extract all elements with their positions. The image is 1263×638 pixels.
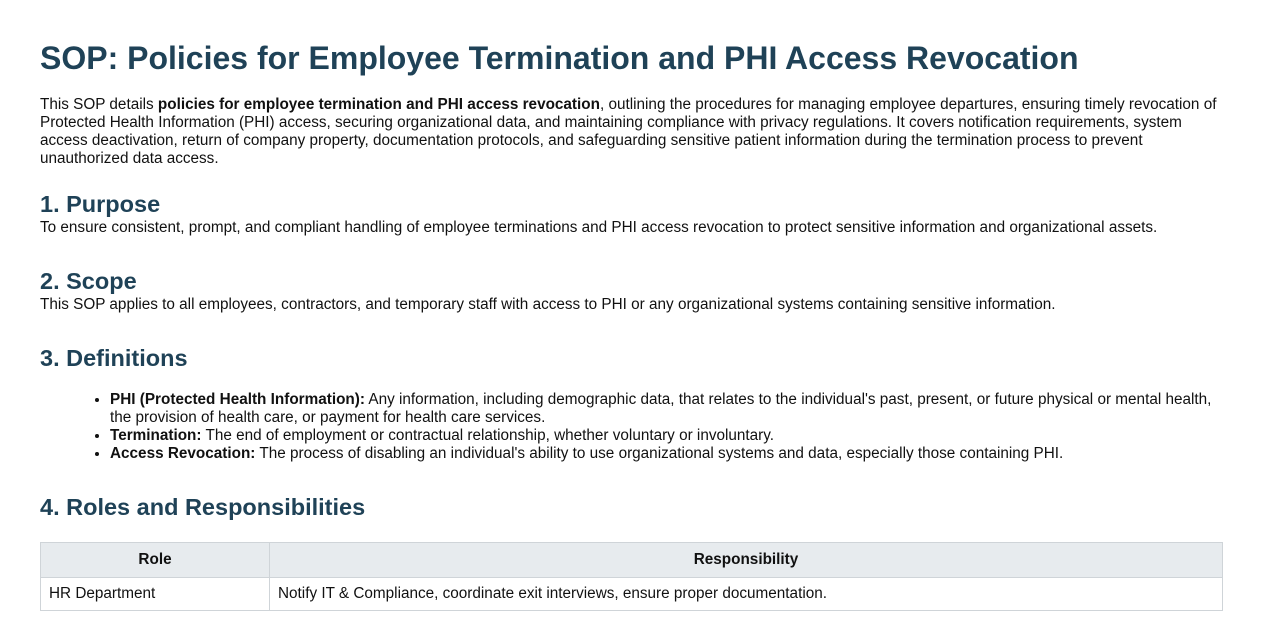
section-heading-purpose: 1. Purpose [40, 191, 161, 217]
definition-text: Any information, including demographic data, that relates to the individual's past, present, or future physical or mental health, the provision of health care, or payment for health care services. [110, 391, 1212, 426]
definition-text: The process of disabling an individual's ability to use organizational systems and data, especially those containing PHI. [255, 445, 1064, 462]
intro-paragraph [40, 96, 1223, 168]
definition-item-phi [110, 391, 1223, 427]
scope-text: This SOP applies to all employees, contractors, and temporary staff with access to PHI or any organizational systems containing sensitive information. [40, 296, 1056, 313]
definition-item-access-revocation [110, 445, 1223, 463]
section-heading-definitions: 3. Definitions [40, 345, 188, 371]
purpose-text: To ensure consistent, prompt, and compliant handling of employee terminations and PHI access revocation to protect sensitive information and organizational assets. [40, 219, 1158, 236]
column-header-role: Role [41, 543, 270, 578]
intro-bold-phrase: policies for employee termination and PHI access revocation [157, 96, 600, 113]
definition-item-termination [110, 427, 1223, 445]
definitions-list [40, 391, 1223, 463]
table-header-row [41, 543, 1223, 578]
page-title: SOP: Policies for Employee Termination and PHI Access Revocation [40, 40, 1079, 76]
section-heading-roles: 4. Roles and Responsibilities [40, 494, 366, 520]
intro-suffix: , outlining the procedures for managing employee departures, ensuring timely revocation of Protected Health Information (PHI) access, securing organizational data, and maintaining compliance with privacy regulations. It covers notification requirements, system access deactivation, return of company property, documentation protocols, and safeguarding sensitive patient information during the termination process to prevent unauthorized data access. [40, 96, 1217, 167]
roles-table [40, 542, 1223, 611]
table-row [41, 578, 1223, 611]
section-heading-scope: 2. Scope [40, 268, 137, 294]
column-header-responsibility: Responsibility [270, 543, 1223, 578]
role-cell: HR Department [41, 578, 270, 611]
definition-text: The end of employment or contractual relationship, whether voluntary or involuntary. [201, 427, 775, 444]
responsibility-cell: Notify IT & Compliance, coordinate exit interviews, ensure proper documentation. [270, 578, 1223, 611]
definition-term: Termination: [110, 427, 202, 444]
definition-term: Access Revocation: [110, 445, 256, 462]
definition-term: PHI (Protected Health Information): [110, 391, 365, 408]
intro-prefix: This SOP details [40, 96, 158, 113]
